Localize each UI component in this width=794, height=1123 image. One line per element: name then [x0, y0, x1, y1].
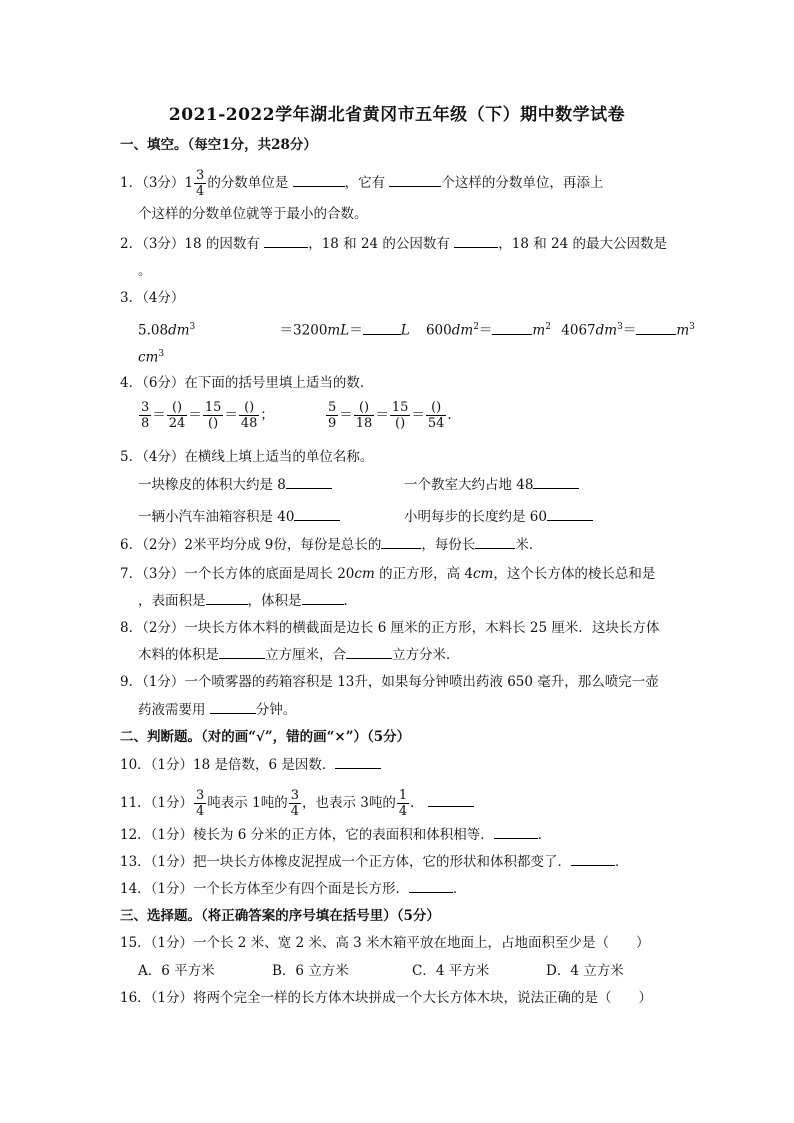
question-11: 11．（1分） $\frac{3}{4}$ 吨表示 1吨的 $\frac{3}{4}$ ，也表示 3吨的 $\frac{1}{4}$ ．	[120, 788, 474, 819]
q3-blank-1[interactable]	[363, 322, 401, 335]
q2-blank-1[interactable]	[264, 235, 308, 248]
q5-blank-d[interactable]	[547, 508, 593, 521]
q15-option-a[interactable]: A．6 平方米	[138, 963, 215, 979]
question-16: 16．（1分）将两个完全一样的长方体木块拼成一个大长方体木块，说法正确的是（ ）	[120, 990, 653, 1006]
q6-blank-1[interactable]	[381, 536, 421, 549]
question-12: 12．（1分）棱长为 6 分米的正方体，它的表面积和体积相等． ．	[120, 827, 552, 843]
q5-blank-c[interactable]	[294, 508, 340, 521]
q7-blank-3[interactable]	[302, 592, 344, 605]
q11-blank[interactable]	[428, 794, 474, 807]
q8-blank-2[interactable]	[346, 646, 392, 659]
exam-title: 2021-2022学年湖北省黄冈市五年级（下）期中数学试卷	[168, 105, 626, 125]
q8-blank-1[interactable]	[219, 646, 265, 659]
q9-blank-1[interactable]	[210, 701, 256, 714]
question-4: 4．（6分）在下面的括号里填上适当的数．	[120, 375, 374, 391]
q15-option-d[interactable]: D．4 立方米	[546, 963, 624, 979]
q1-line-2: 个这样的分数单位就等于最小的合数。	[138, 206, 368, 222]
question-5: 5．（4分）在横线上填上适当的单位名称。	[120, 449, 374, 465]
q2-text-2: ，18 和 24 的公因数有	[308, 236, 450, 252]
question-6: 6．（2分）2米平均分成 9份，每份是总长的 ，每份长 米．	[120, 537, 543, 553]
q14-blank[interactable]	[409, 880, 453, 893]
section-2-heading: 二、判断题。（对的画“√”，错的画“×”）（5分）	[120, 729, 411, 745]
section-3-heading: 三、选择题。（将正确答案的序号填在括号里）（5分）	[120, 908, 440, 924]
q15-option-b[interactable]: B．6 立方米	[272, 963, 349, 979]
q4-fraction-group-1: $\frac{3}{8}$ ＝ $\frac{()}{24}$ ＝ $\frac{15}{()}$ ＝ $\frac{()}{48}$ ；	[141, 400, 274, 431]
q1-mixed-whole: 1	[184, 175, 194, 191]
q2-line-2: 。	[138, 263, 152, 279]
q13-blank[interactable]	[571, 853, 615, 866]
q8-line-2: 木料的体积是 立方厘米，合 立方分米．	[138, 647, 460, 663]
q15-option-c[interactable]: C．4 平方米	[412, 963, 490, 979]
q4-fraction-group-2: $\frac{5}{9}$ ＝ $\frac{()}{18}$ ＝ $\frac{15}{()}$ ＝ $\frac{()}{54}$ .	[328, 400, 452, 431]
q5-item-a: 一块橡皮的体积大约是 8	[138, 476, 332, 494]
question-8: 8．（2分）一块长方体木料的横截面是边长 6 厘米的正方形，木料长 25 厘米．这块长方体	[120, 620, 660, 636]
q3-conversions: $5.08dm^3 =3200mL= L$ $600dm^2= m^2$ $4067dm^3= m^3$	[138, 322, 695, 339]
q9-line-2: 药液需要用 分钟。	[138, 702, 297, 718]
question-7: 7．（3分）一个长方体的底面是周长 20cm 的正方形，高 4cm，这个长方体的棱长总和是	[120, 566, 656, 582]
q5-item-d: 小明每步的长度约是 60	[404, 508, 593, 526]
question-9: 9．（1分）一个喷雾器的药箱容积是 13升，如果每分钟喷出药液 650 毫升，那么喷完一壶	[120, 674, 659, 690]
question-10: 10．（1分）18 是倍数，6 是因数．	[120, 756, 381, 774]
q12-blank[interactable]	[494, 826, 538, 839]
q7-line-2: ，表面积是 ，体积是 ．	[138, 593, 357, 609]
q5-blank-b[interactable]	[533, 476, 579, 489]
q5-blank-a[interactable]	[286, 476, 332, 489]
section-1-heading: 一、填空。（每空1分，共28分）	[120, 137, 317, 153]
q5-item-b: 一个教室大约占地 48	[404, 476, 579, 494]
q2-text-1: 2．（3分）18 的因数有	[120, 236, 260, 252]
question-13: 13．（1分）把一块长方体橡皮泥捏成一个正方体，它的形状和体积都变了． ．	[120, 854, 629, 870]
q1-prefix: 1．（3分）	[120, 175, 185, 191]
q3-blank-2[interactable]	[492, 322, 532, 335]
q1-blank-1[interactable]	[293, 174, 345, 187]
q1-blank-2[interactable]	[389, 174, 441, 187]
q7-blank-2[interactable]	[206, 592, 248, 605]
q2-blank-2[interactable]	[454, 235, 498, 248]
question-1	[120, 168, 603, 199]
question-15: 15．（1分）一个长 2 米、宽 2 米、高 3 米木箱平放在地面上，占地面积至少是（ ）	[120, 935, 650, 951]
q5-item-c: 一辆小汽车油箱容积是 40	[138, 508, 340, 526]
q6-blank-2[interactable]	[475, 536, 515, 549]
q1-text-3: 个这样的分数单位，再添上	[441, 175, 604, 191]
q1-fraction: $\frac{3}{4}$	[196, 168, 205, 199]
question-3: 3．（4分）	[120, 290, 185, 306]
q1-text-1: 的分数单位是	[207, 175, 289, 191]
q2-text-3: ，18 和 24 的最大公因数是	[498, 236, 667, 252]
q3-unit-cm3: $cm^3$	[138, 349, 165, 366]
question-2	[120, 235, 667, 253]
question-14: 14．（1分）一个长方体至少有四个面是长方形． ．	[120, 881, 467, 897]
q1-text-2: ，它有	[344, 175, 386, 191]
q10-blank[interactable]	[335, 756, 381, 769]
q3-blank-3[interactable]	[636, 322, 676, 335]
